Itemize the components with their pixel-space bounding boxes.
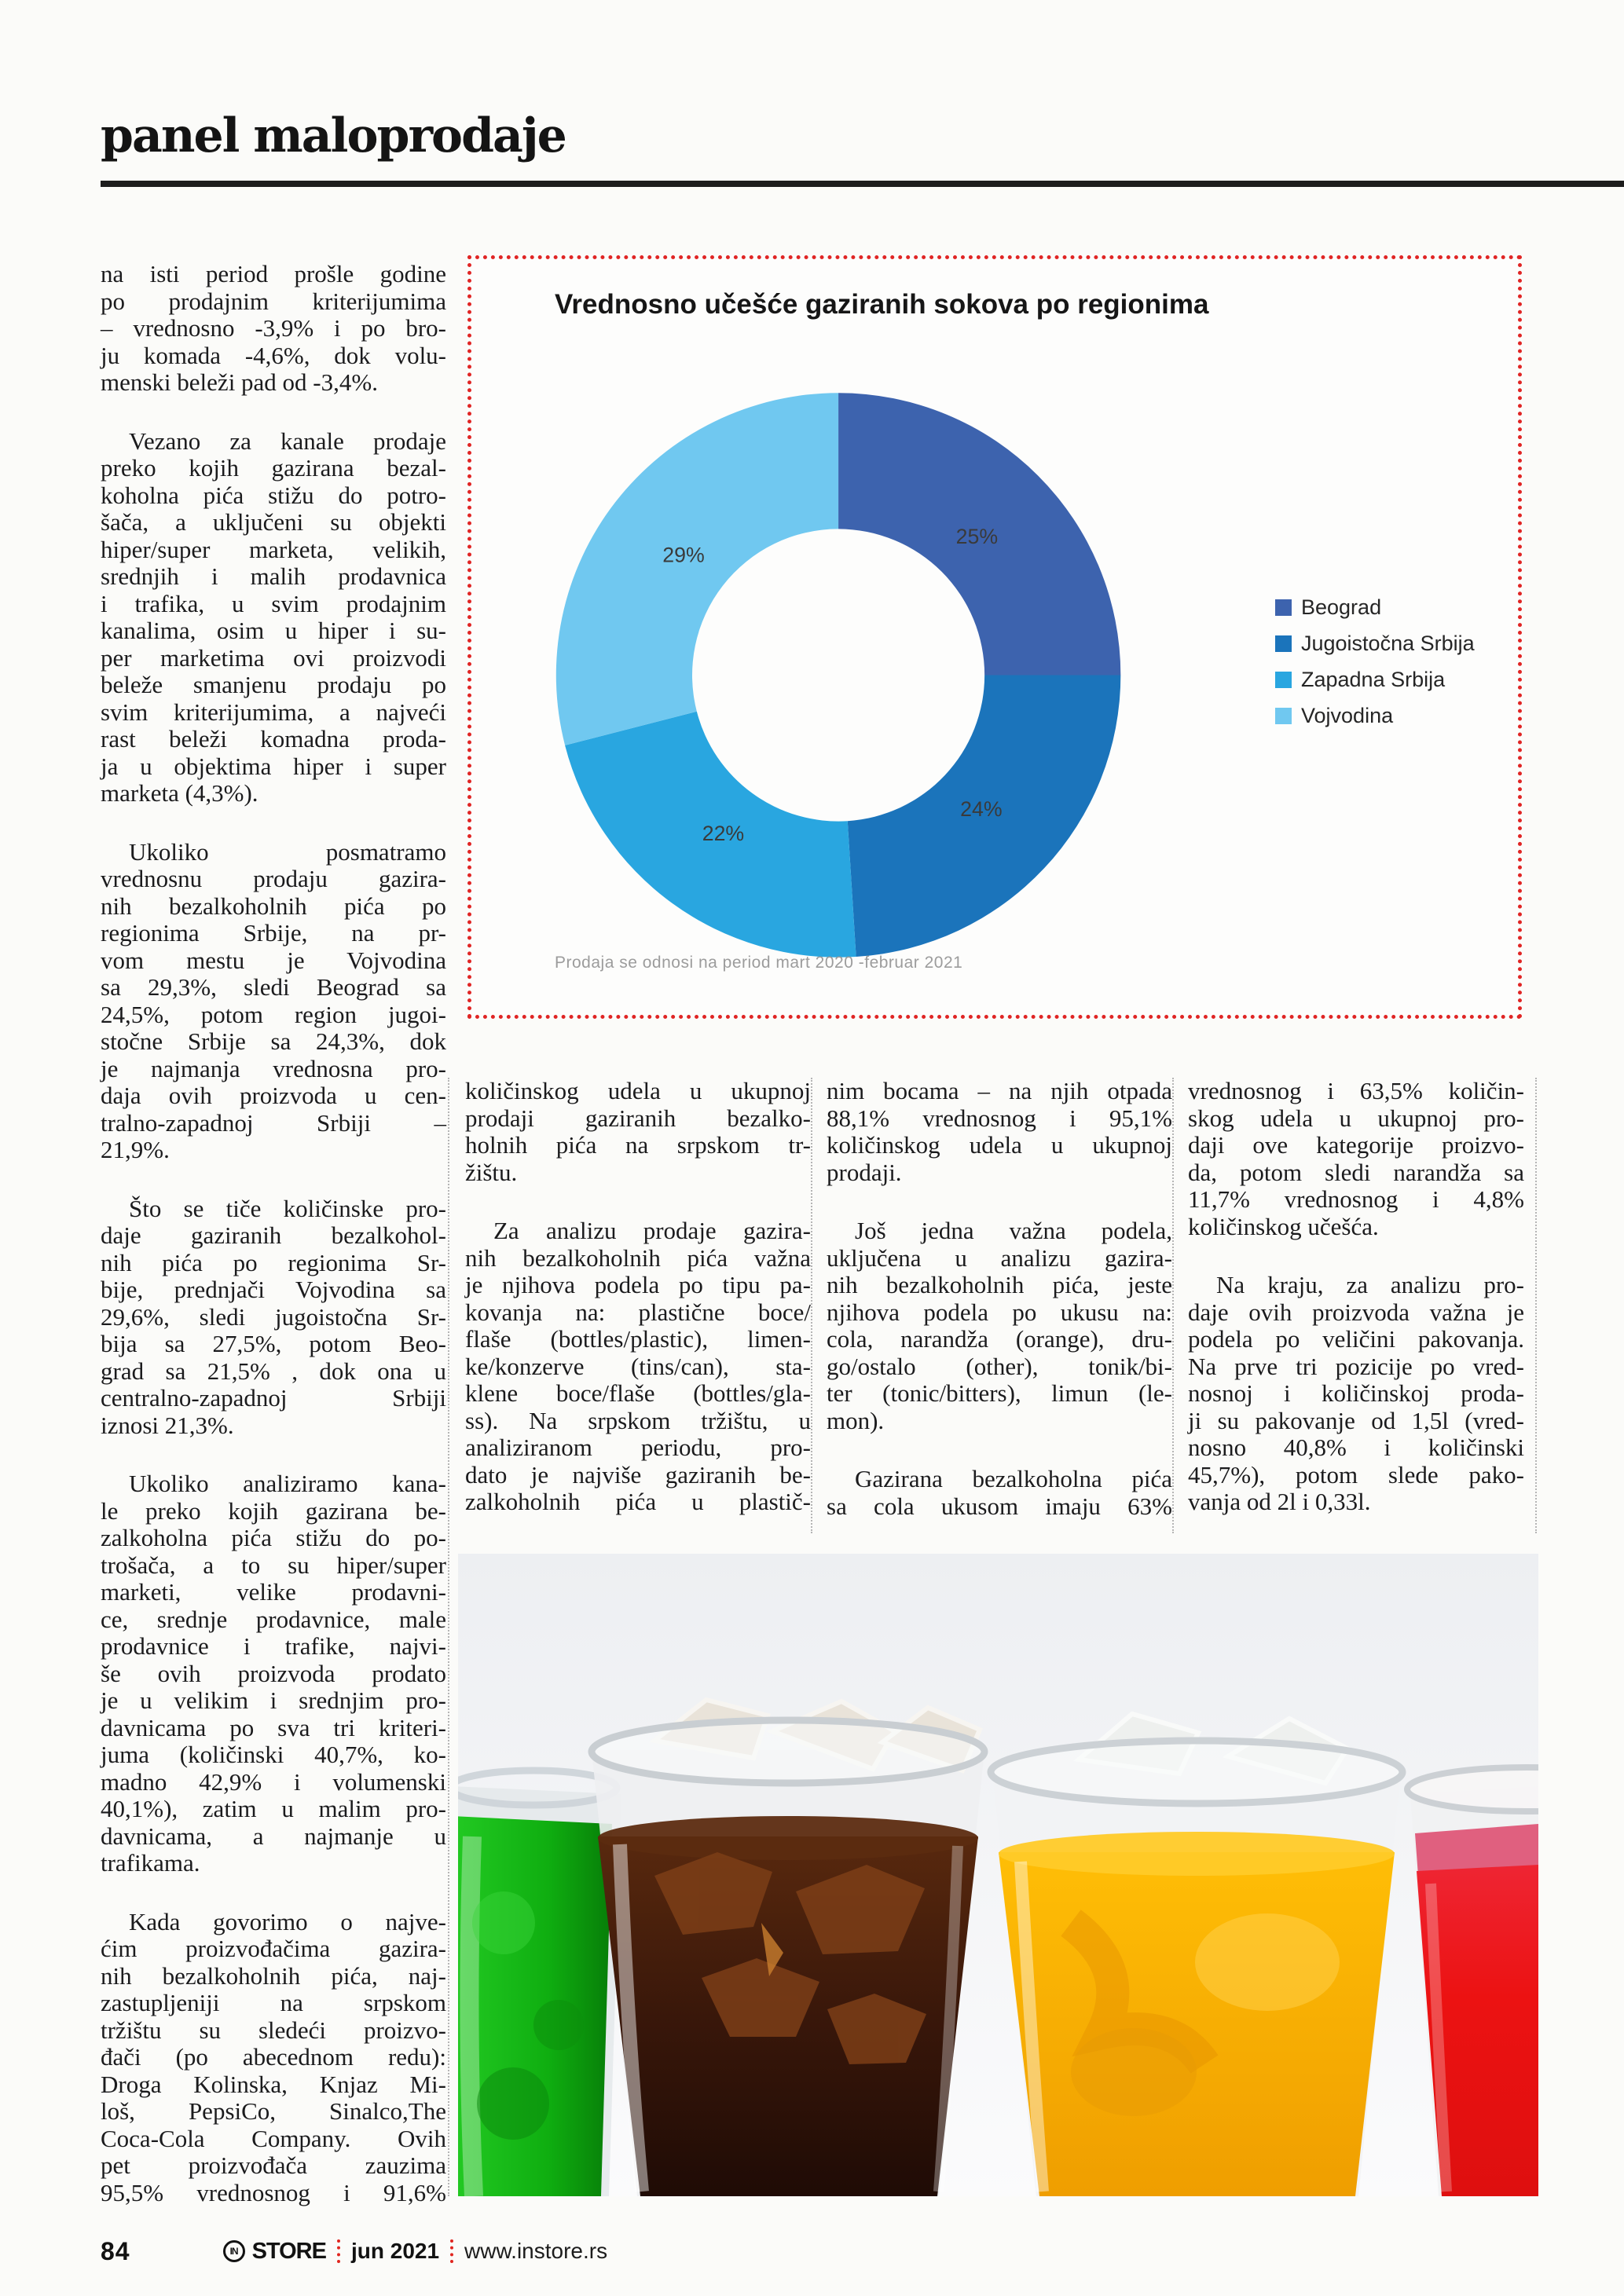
text-line: nih bezalkoholnih pića, naj-	[101, 1961, 446, 1990]
chart-legend	[1275, 595, 1475, 740]
text-line: Za analizu prodaje gazira-	[493, 1217, 811, 1244]
text-line: zalkoholnih pića u plastič-	[465, 1488, 811, 1515]
text-line: i trafika, u svim prodajnim	[101, 589, 446, 617]
text-line: beleže smanjenu prodaju po	[101, 671, 446, 698]
slice-label: 24%	[960, 797, 1003, 822]
chart-caption: Prodaja se odnosi na period mart 2020 -februar 2021	[555, 954, 963, 972]
text-line: tržištu su sledeći proizvo-	[101, 2016, 446, 2044]
text-line: uključena u analizu gazira-	[827, 1243, 1172, 1272]
text-line: đači (po abecednom redu):	[101, 2043, 446, 2071]
text-line: holnih pića na srpskom tr-	[465, 1131, 811, 1159]
text-line: Gazirana bezalkoholna pića	[855, 1465, 1172, 1492]
text-line: je najmanja vrednosna pro-	[101, 1054, 446, 1082]
text-line: vrednosnog i 63,5% količin-	[1188, 1077, 1524, 1104]
text-line: nih pića po regionima Sr-	[101, 1248, 446, 1276]
text-line: da, potom sledi narandža sa	[1188, 1158, 1524, 1186]
text-line: per marketima ovi proizvodi	[101, 643, 446, 672]
paragraph	[465, 1078, 811, 1186]
slice-label: 29%	[662, 543, 705, 567]
article-column-2	[465, 1078, 811, 1516]
paragraph	[101, 1196, 446, 1440]
text-line: flaše (bottles/plastic), limen-	[465, 1325, 811, 1353]
text-line: madno 42,9% i volumenski	[101, 1767, 446, 1796]
section-title: panel maloprodaje	[101, 108, 566, 163]
text-line: količinskog udela u ukupnoj	[827, 1131, 1172, 1159]
slice-label: 22%	[702, 822, 745, 846]
logo-monogram: IN	[229, 2246, 238, 2257]
text-line: vanja od 2l i 0,33l.	[1188, 1488, 1371, 1515]
paragraph	[101, 261, 446, 397]
text-line: ter (tonic/bitters), limun (le-	[827, 1379, 1172, 1407]
text-line: 40,1%), zatim u malim pro-	[101, 1795, 446, 1822]
text-line: 88,1% vrednosnog i 95,1%	[827, 1104, 1172, 1132]
text-line: nosno 40,8% i količinski	[1188, 1434, 1524, 1461]
text-line: Droga Kolinska, Knjaz Mi-	[101, 2070, 446, 2098]
text-line: ja u objektima hiper i super	[101, 752, 446, 780]
legend-label: Beograd	[1301, 595, 1382, 619]
text-line: ju komada -4,6%, dok volu-	[101, 341, 446, 369]
text-line: stočne Srbije sa 24,3%, dok	[101, 1027, 446, 1055]
text-line: kanalima, osim u hiper i su-	[101, 617, 446, 644]
column-separator	[1535, 1078, 1537, 1533]
column-separator	[1172, 1078, 1174, 1533]
text-line: vrednosnu prodaju gazira-	[101, 865, 446, 892]
text-line: njihova podela po ukusu na:	[827, 1298, 1172, 1326]
text-line: bija sa 27,5%, potom Beo-	[101, 1330, 446, 1357]
text-line: Što se tiče količinske pro-	[129, 1194, 446, 1222]
footer-separator-icon	[337, 2239, 340, 2263]
text-line: daje gaziranih bezalkohol-	[101, 1221, 446, 1249]
text-line: dato je najviše gaziranih be-	[465, 1460, 811, 1489]
text-line: preko kojih gazirana bezal-	[101, 454, 446, 482]
text-line: menski beleži pad od -3,4%.	[101, 368, 378, 396]
text-line: koholna pića stižu do potro-	[101, 481, 446, 509]
text-line: ji su pakovanje od 1,5l (vred-	[1188, 1406, 1524, 1434]
page-footer	[101, 2236, 607, 2267]
text-line: nim bocama – na njih otpada	[827, 1077, 1172, 1104]
text-line: prodaji gaziranih bezalko-	[465, 1104, 811, 1132]
cola-soda-glass	[592, 1700, 984, 2196]
column-separator	[811, 1078, 812, 1533]
text-line: trošača, a to su hiper/super	[101, 1551, 446, 1579]
legend-item-Vojvodina	[1275, 704, 1475, 728]
paragraph	[827, 1218, 1172, 1434]
text-line: daja ovih proizvoda u cen-	[101, 1082, 446, 1109]
text-line: ćim proizvođačima gazira-	[101, 1935, 446, 1962]
text-line: analiziranom periodu, pro-	[465, 1434, 811, 1461]
paragraph	[101, 1909, 446, 2207]
legend-swatch-icon	[1275, 708, 1292, 724]
article-column-1	[101, 261, 446, 2206]
text-line: 29,6%, sledi jugoistočna Sr-	[101, 1302, 446, 1331]
text-line: iznosi 21,3%.	[101, 1411, 234, 1439]
text-line: davnicama po sva tri kriteri-	[101, 1713, 446, 1741]
text-line: Kada govorimo o najve-	[129, 1907, 446, 1935]
text-line: še ovih proizvoda prodato	[101, 1659, 446, 1687]
text-line: tralno-zapadnoj Srbiji –	[101, 1108, 446, 1137]
paragraph	[101, 1470, 446, 1877]
text-line: sa 29,3%, sledi Beograd sa	[101, 973, 446, 1001]
text-line: 24,5%, potom region jugoi-	[101, 1000, 446, 1028]
text-line: Još jedna važna podela,	[855, 1217, 1172, 1244]
text-line: nih bezalkoholnih pića, jeste	[827, 1271, 1172, 1298]
legend-label: Zapadna Srbija	[1301, 668, 1446, 691]
paragraph	[827, 1078, 1172, 1186]
text-line: le preko kojih gazirana be-	[101, 1496, 446, 1525]
text-line: grad sa 21,5% , dok ona u	[101, 1357, 446, 1385]
text-line: kovanja na: plastične boce/	[465, 1298, 811, 1326]
slice-label: 25%	[955, 525, 999, 549]
text-line: Na prve tri pozicije po vred-	[1188, 1352, 1524, 1380]
page-number: 84	[101, 2236, 130, 2265]
article-column-4	[1188, 1078, 1524, 1516]
text-line: ke/konzerve (tins/can), sta-	[465, 1352, 811, 1380]
magazine-name: STORE	[251, 2238, 326, 2264]
text-line: davnicama, a najmanje u	[101, 1822, 446, 1850]
column-separator	[448, 1078, 449, 2196]
text-line: žištu.	[465, 1158, 518, 1186]
legend-item-Beograd	[1275, 595, 1475, 620]
text-line: nih bezalkoholnih pića važna	[465, 1243, 811, 1272]
text-line: 45,7%), potom slede pako-	[1188, 1460, 1524, 1489]
text-line: rast beleži komadna proda-	[101, 725, 446, 753]
text-line: podela po veličini pakovanja.	[1188, 1325, 1524, 1353]
orange-soda-glass	[991, 1714, 1402, 2196]
text-line: regionima Srbije, na pr-	[101, 919, 446, 947]
text-line: količinskog učešća.	[1188, 1212, 1379, 1240]
footer-separator-icon	[450, 2239, 453, 2263]
text-line: juma (količinski 40,7%, ko-	[101, 1741, 446, 1768]
text-line: Ukoliko analiziramo kana-	[129, 1470, 446, 1497]
text-line: vom mestu je Vojvodina	[101, 946, 446, 974]
text-line: je njihova podela po tipu pa-	[465, 1271, 811, 1298]
text-line: na isti period prošle godine	[101, 260, 446, 287]
legend-swatch-icon	[1275, 635, 1292, 652]
text-line: ss). Na srpskom tržištu, u	[465, 1406, 811, 1434]
text-line: je u velikim i srednjim pro-	[101, 1686, 446, 1714]
text-line: klene boce/flaše (bottles/gla-	[465, 1379, 811, 1407]
text-line: prodaji.	[827, 1158, 902, 1186]
instore-logo-icon	[223, 2240, 245, 2262]
text-line: bije, prednjači Vojvodina sa	[101, 1276, 446, 1303]
legend-item-Zapadna Srbija	[1275, 668, 1475, 692]
text-line: 11,7% vrednosnog i 4,8%	[1188, 1185, 1524, 1213]
text-line: – vrednosno -3,9% i po bro-	[101, 314, 446, 342]
legend-swatch-icon	[1275, 599, 1292, 616]
paragraph	[101, 839, 446, 1164]
website-url: www.instore.rs	[464, 2239, 608, 2263]
soda-glasses-photo	[458, 1554, 1538, 2196]
text-line: po prodajnim kriterijumima	[101, 287, 446, 315]
text-line: cola, narandža (orange), dru-	[827, 1325, 1172, 1353]
text-line: količinskog udela u ukupnoj	[465, 1077, 811, 1104]
header-rule	[101, 181, 1624, 187]
text-line: zastupljeniji na srpskom	[101, 1989, 446, 2016]
text-line: marketa (4,3%).	[101, 779, 258, 807]
text-line: 95,5% vrednosnog i 91,6%	[101, 2178, 446, 2206]
text-line: trafikama.	[101, 1849, 200, 1877]
text-line: marketi, velike prodavni-	[101, 1578, 446, 1606]
issue-date: jun 2021	[350, 2239, 440, 2263]
paragraph	[1188, 1272, 1524, 1516]
text-line: ce, srednje prodavnice, male	[101, 1605, 446, 1633]
legend-item-Jugoistočna Srbija	[1275, 632, 1475, 656]
text-line: Vezano za kanale prodaje	[129, 427, 446, 455]
text-line: mon).	[827, 1406, 885, 1434]
article-column-3	[827, 1078, 1172, 1520]
text-line: pet proizvođača zauzima	[101, 2151, 446, 2179]
text-line: centralno-zapadnoj Srbiji	[101, 1384, 446, 1412]
chart-panel	[467, 255, 1522, 1019]
text-line: skog udela u ukupnoj pro-	[1188, 1104, 1524, 1132]
text-line: daje ovih proizvoda važna je	[1188, 1298, 1524, 1326]
text-line: Coca-Cola Company. Ovih	[101, 2124, 446, 2152]
text-line: nih bezalkoholnih pića po	[101, 892, 446, 920]
text-line: sa cola ukusom imaju 63%	[827, 1492, 1172, 1520]
text-line: 21,9%.	[101, 1136, 170, 1163]
paragraph	[101, 428, 446, 807]
paragraph	[1188, 1078, 1524, 1240]
text-line: loš, PepsiCo, Sinalco,The	[101, 2097, 446, 2125]
donut-slice-Vojvodina	[556, 393, 838, 745]
text-line: prodavnice i trafike, najvi-	[101, 1632, 446, 1660]
text-line: hiper/super marketa, velikih,	[101, 535, 446, 563]
text-line: go/ostalo (other), tonik/bi-	[827, 1352, 1172, 1380]
text-line: daji ove kategorije proizvo-	[1188, 1131, 1524, 1159]
legend-label: Jugoistočna Srbija	[1301, 632, 1475, 655]
green-soda-glass	[458, 1771, 621, 2196]
paragraph	[827, 1466, 1172, 1520]
chart-title: Vrednosno učešće gaziranih sokova po regionima	[555, 289, 1209, 320]
paragraph	[465, 1218, 811, 1516]
text-line: srednjih i malih prodavnica	[101, 562, 446, 590]
soda-glasses-illustration	[458, 1554, 1538, 2196]
text-line: svim kriterijumima, a najveći	[101, 698, 446, 726]
text-line: Na kraju, za analizu pro-	[1216, 1271, 1524, 1298]
text-line: nosnoj i količinskoj proda-	[1188, 1379, 1524, 1407]
text-line: zalkoholna pića stižu do po-	[101, 1524, 446, 1551]
legend-swatch-icon	[1275, 672, 1292, 688]
legend-label: Vojvodina	[1301, 704, 1394, 727]
text-line: šača, a uključeni su objekti	[101, 508, 446, 536]
text-line: Ukoliko posmatramo	[129, 837, 446, 866]
